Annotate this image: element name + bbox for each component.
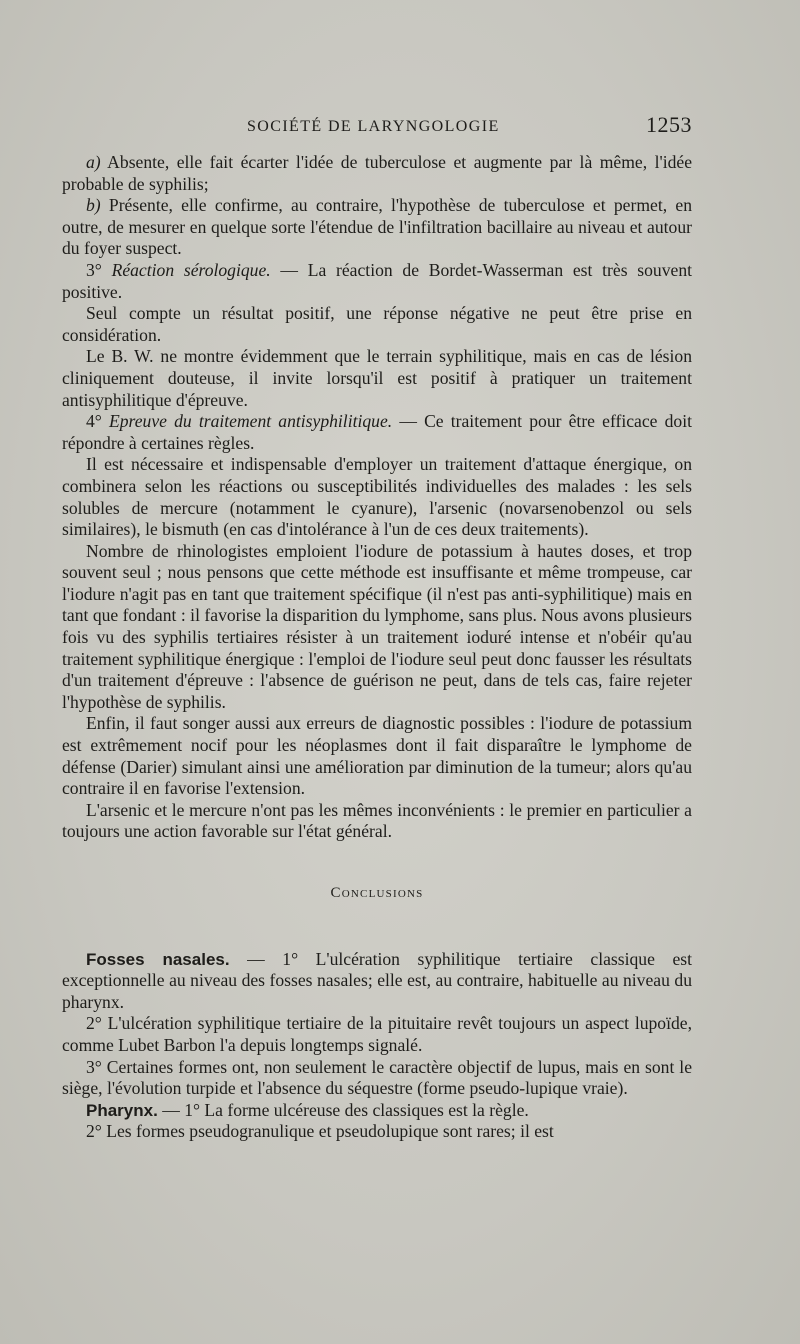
paragraph-treatment-test: 4° Epreuve du traitement antisyphilitique. — Ce traitement pour être efficace doit répondre à certaines règles. [62,411,692,453]
paragraph-bordet-wasserman: Le B. W. ne montre évidemment que le terrain syphilitique, mais en cas de lésion cliniquement douteuse, il invite lorsqu'il est positif à pratiquer un traitement antisyphilitique d'épreuve. [62,346,692,410]
page-header [62,112,692,142]
paragraph-arsenic-mercury: L'arsenic et le mercure n'ont pas les mêmes inconvénients : le premier en particulier a toujours une action favorable sur l'état général. [62,799,692,842]
section-heading-conclusions: Conclusions [330,885,424,901]
paragraph-fosses-nasales: Fosses nasales. — 1° L'ulcération syphilitique tertiaire classique est exceptionnelle au niveau des fosses nasales; elle est, au contraire, habituelle au niveau du pharynx. [62,948,692,1012]
paragraph-iodide: Nombre de rhinologistes emploient l'iodure de potassium à hautes doses, et trop souvent seul ; nous pensons que cette méthode est insuffisante et même trompeuse, car l'iodure n'agit pas en tant que traitement spécifique (il n'est pas anti-syphilitique) mais en tant que fondant : il favorise la disparition du lymphome, sans plus. Nous avons plusieurs fois vu des syphilis tertiaires résister à un traitement ioduré intense et n'obéir qu'au traitement syphilitique énergique : l'emploi de l'iodure seul peut donc fausser les résultats d'un traitement d'épreuve : l'absence de guérison ne peut, dans de tels cas, faire rejeter l'hypothèse de syphilis. [62,540,692,712]
paragraph-b: b) Présente, elle confirme, au contraire, l'hypothèse de tuberculose et permet, en outre, de mesurer en quelque sorte l'étendue de l'infiltration bacillaire au niveau et autour du foyer suspect. [62,195,692,259]
paragraph-pharynx: Pharynx. — 1° La forme ulcéreuse des classiques est la règle. [86,1099,529,1120]
paragraph-a: a) Absente, elle fait écarter l'idée de tuberculose et augmente par là même, l'idée probable de syphilis; [62,152,692,194]
paragraph-attack-treatment: Il est nécessaire et indispensable d'employer un traitement d'attaque énergique, on combinera selon les réactions ou susceptibilités individuelles des malades : les sels solubles de mercure (notamment le cyanure), l'arsenic (novarsenobenzol ou sels similaires), le bismuth (en cas d'intolérance à l'un de ces deux traitements). [62,454,692,540]
paragraph-serologic-reaction: 3° Réaction sérologique. — La réaction de Bordet-Wasserman est très souvent positive. [62,259,693,302]
subsection-title: Réaction sérologique. [111,259,271,280]
item-label-a: a) [86,152,101,172]
paragraph-positive-result: Seul compte un résultat positif, une réponse négative ne peut être prise en considération. [62,303,692,345]
paragraph-diagnostic-errors: Enfin, il faut songer aussi aux erreurs de diagnostic possibles : l'iodure de potassium est extrêmement nocif pour les néoplasmes dont il fait disparaître le lymphome de défense (Darier) simulant ainsi une amélioration par diminution de la tumeur; alors qu'au contraire il en favorise l'extension. [62,713,692,799]
page-number: 1253 [646,112,692,137]
item-label-b: b) [86,195,101,216]
runin-heading-pharynx: Pharynx. [86,1100,158,1120]
paragraph-fosses-3: 3° Certaines formes ont, non seulement le caractère objectif de lupus, mais en sont le siège, l'évolution turpide et l'absence du séquestre (forme pseudo-lupique vraie). [62,1056,692,1099]
paragraph-fosses-2: 2° L'ulcération syphilitique tertiaire de la pituitaire revêt toujours un aspect lupoïde, comme Lubet Barbon l'a depuis longtemps signalé. [62,1013,692,1055]
paragraph-pharynx-2: 2° Les formes pseudogranulique et pseudolupique sont rares; il est [86,1121,554,1142]
running-head: SOCIÉTÉ DE LARYNGOLOGIE [247,118,500,135]
subsection-title: Epreuve du traitement antisyphilitique. [108,411,393,432]
runin-heading-fosses: Fosses nasales. [86,949,230,969]
page-body [62,152,692,1143]
